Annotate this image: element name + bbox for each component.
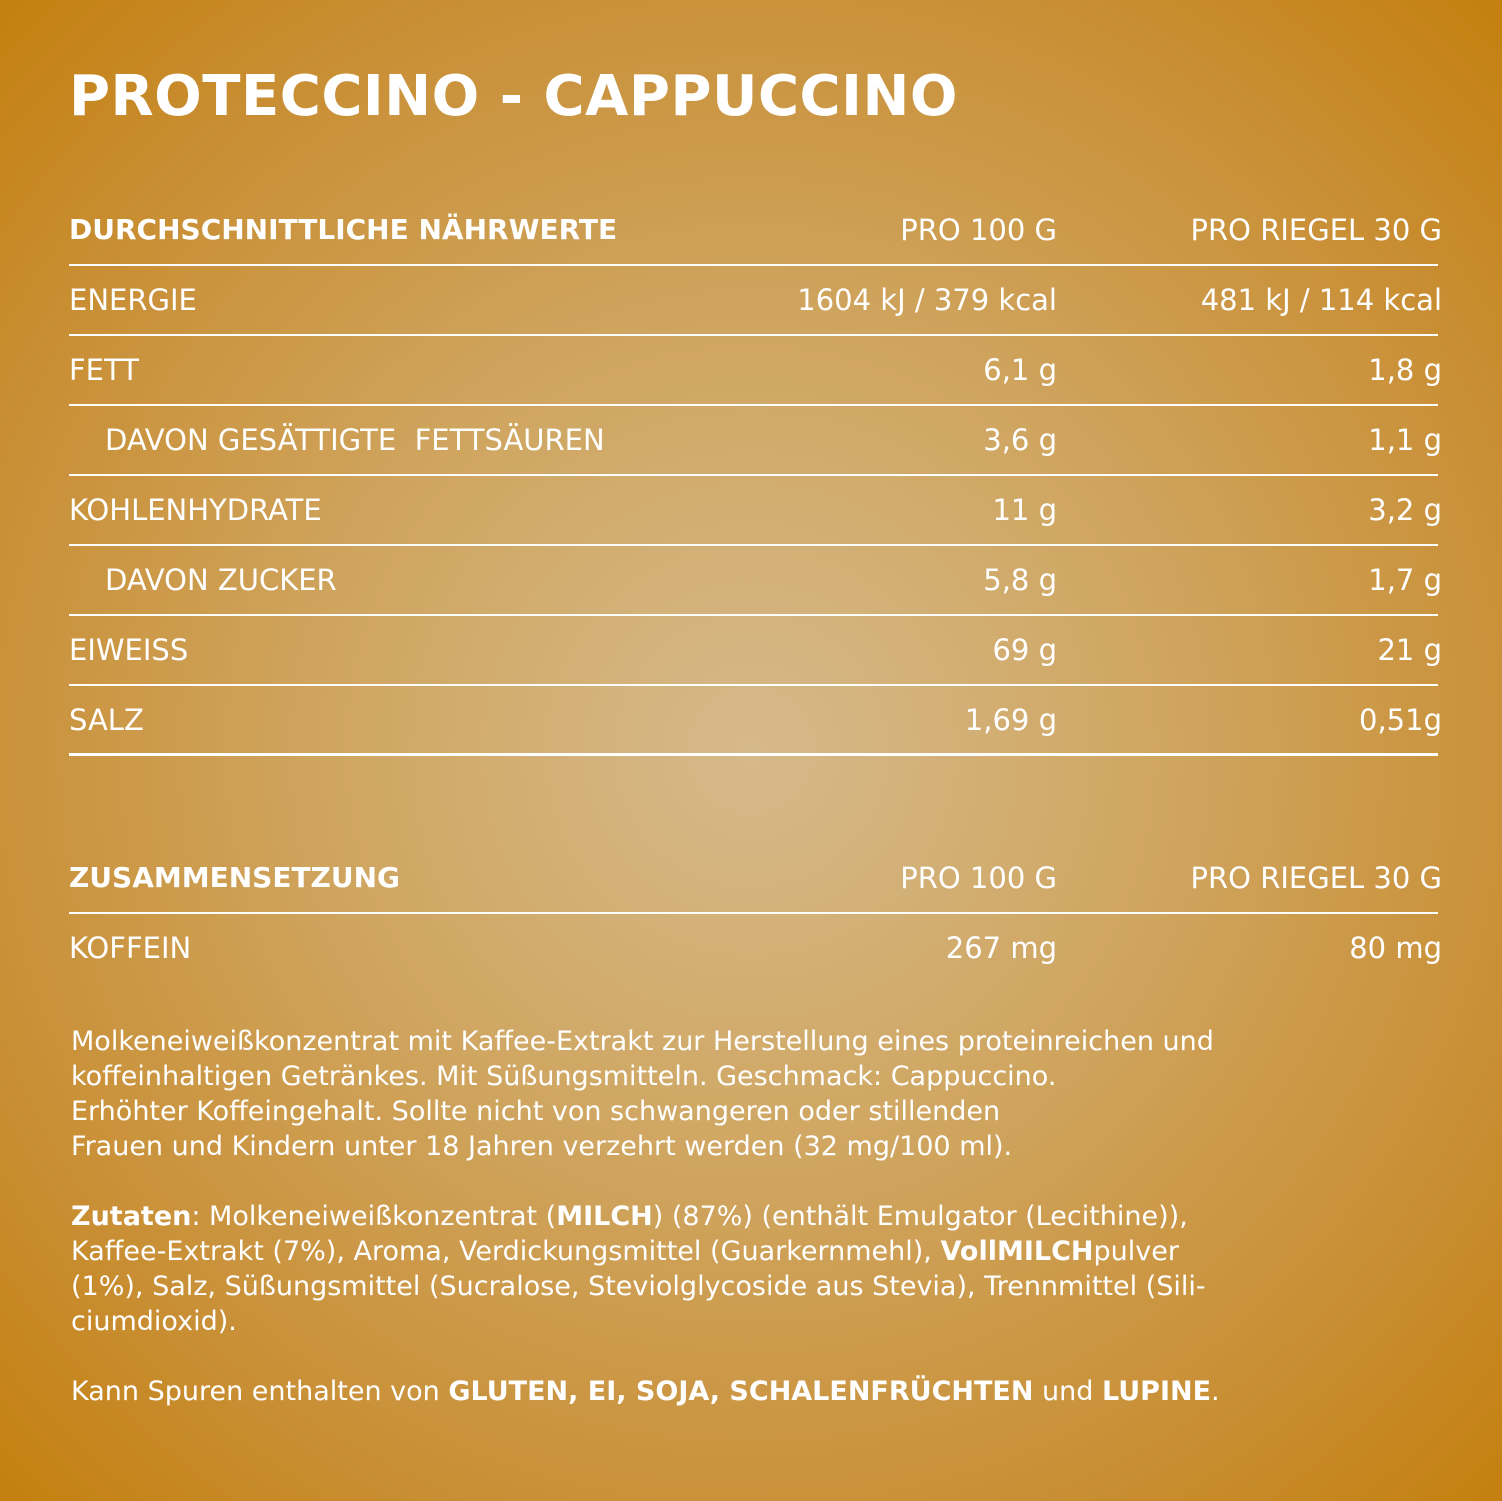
table-row-kohlenhydrate (69, 476, 1442, 546)
traces-und: und (1033, 1376, 1102, 1407)
row-label: FETT (69, 353, 139, 387)
row-per100: 5,8 g (983, 563, 1057, 597)
row-perbar: 80 mg (1349, 931, 1442, 965)
composition-header-perbar: PRO RIEGEL 30 G (1190, 861, 1442, 895)
row-label: DAVON ZUCKER (105, 563, 337, 597)
row-label: SALZ (69, 703, 144, 737)
ingredients-line (71, 1234, 1471, 1269)
traces-end: . (1211, 1376, 1220, 1407)
row-per100: 267 mg (945, 931, 1057, 965)
table-row-koffein (69, 914, 1442, 984)
ingredients-text-part: : Molkeneiweißkonzentrat ( (191, 1201, 557, 1232)
traces-prefix: Kann Spuren enthalten von (71, 1376, 449, 1407)
row-per100: 11 g (992, 493, 1057, 527)
table-row-eiweiss (69, 616, 1442, 686)
traces-allergens: GLUTEN, EI, SOJA, SCHALENFRÜCHTEN (448, 1376, 1034, 1407)
ingredients-text-part: Kaffee-Extrakt (7%), Aroma, Verdickungsmittel (Guarkernmehl), (71, 1236, 941, 1267)
description-line: Erhöhter Koffeingehalt. Sollte nicht von schwangeren oder stillenden (71, 1096, 1001, 1127)
description-line: Frauen und Kindern unter 18 Jahren verzehrt werden (32 mg/100 ml). (71, 1131, 1013, 1162)
nutrition-header-label: DURCHSCHNITTLICHE NÄHRWERTE (69, 213, 618, 246)
row-perbar: 0,51g (1359, 703, 1442, 737)
row-label: ENERGIE (69, 283, 197, 317)
row-perbar: 3,2 g (1368, 493, 1442, 527)
row-perbar: 1,7 g (1368, 563, 1442, 597)
nutrition-header-per100: PRO 100 G (900, 213, 1057, 247)
nutrition-header (69, 196, 1442, 266)
composition-header-per100: PRO 100 G (900, 861, 1057, 895)
row-label: KOHLENHYDRATE (69, 493, 322, 527)
row-per100: 3,6 g (983, 423, 1057, 457)
table-row-salz (69, 686, 1442, 756)
row-per100: 69 g (992, 633, 1057, 667)
row-label: EIWEISS (69, 633, 189, 667)
ingredients-text-part: pulver (1093, 1236, 1179, 1267)
row-perbar: 481 kJ / 114 kcal (1200, 283, 1442, 317)
ingredients-line: ciumdioxid). (71, 1306, 237, 1337)
ingredients-text-part: ) (87%) (enthält Emulgator (Lecithine)), (652, 1201, 1188, 1232)
row-perbar: 21 g (1377, 633, 1442, 667)
row-label: DAVON GESÄTTIGTE FETTSÄUREN (105, 423, 605, 457)
product-description (71, 1024, 1471, 1164)
allergen-vollmilch: VollMILCH (940, 1236, 1094, 1267)
description-line: koffeinhaltigen Getränkes. Mit Süßungsmitteln. Geschmack: Cappuccino. (71, 1061, 1057, 1092)
table-row-fettsaeuren (69, 406, 1442, 476)
row-per100: 6,1 g (983, 353, 1057, 387)
nutrition-table (69, 196, 1442, 756)
table-row-energie (69, 266, 1442, 336)
composition-header-label: ZUSAMMENSETZUNG (69, 861, 401, 894)
nutrition-header-perbar: PRO RIEGEL 30 G (1190, 213, 1442, 247)
row-per100: 1604 kJ / 379 kcal (797, 283, 1057, 317)
traces-notice (71, 1374, 1471, 1409)
allergen-milch: MILCH (556, 1201, 653, 1232)
table-row-zucker (69, 546, 1442, 616)
row-per100: 1,69 g (964, 703, 1057, 737)
composition-header (69, 844, 1442, 914)
description-line: Molkeneiweißkonzentrat mit Kaffee-Extrakt zur Herstellung eines proteinreichen und (71, 1026, 1214, 1057)
page-title: PROTECCINO - CAPPUCCINO (69, 64, 958, 129)
row-label: KOFFEIN (69, 931, 192, 965)
ingredients-text (71, 1199, 1471, 1339)
ingredients-line: (1%), Salz, Süßungsmittel (Sucralose, Steviolglycoside aus Stevia), Trennmittel (Sili- (71, 1271, 1206, 1302)
ingredients-line (71, 1199, 1471, 1234)
ingredients-label: Zutaten (71, 1201, 192, 1232)
table-row-fett (69, 336, 1442, 406)
row-perbar: 1,1 g (1368, 423, 1442, 457)
traces-lupine: LUPINE (1102, 1376, 1212, 1407)
composition-table (69, 844, 1442, 984)
row-perbar: 1,8 g (1368, 353, 1442, 387)
